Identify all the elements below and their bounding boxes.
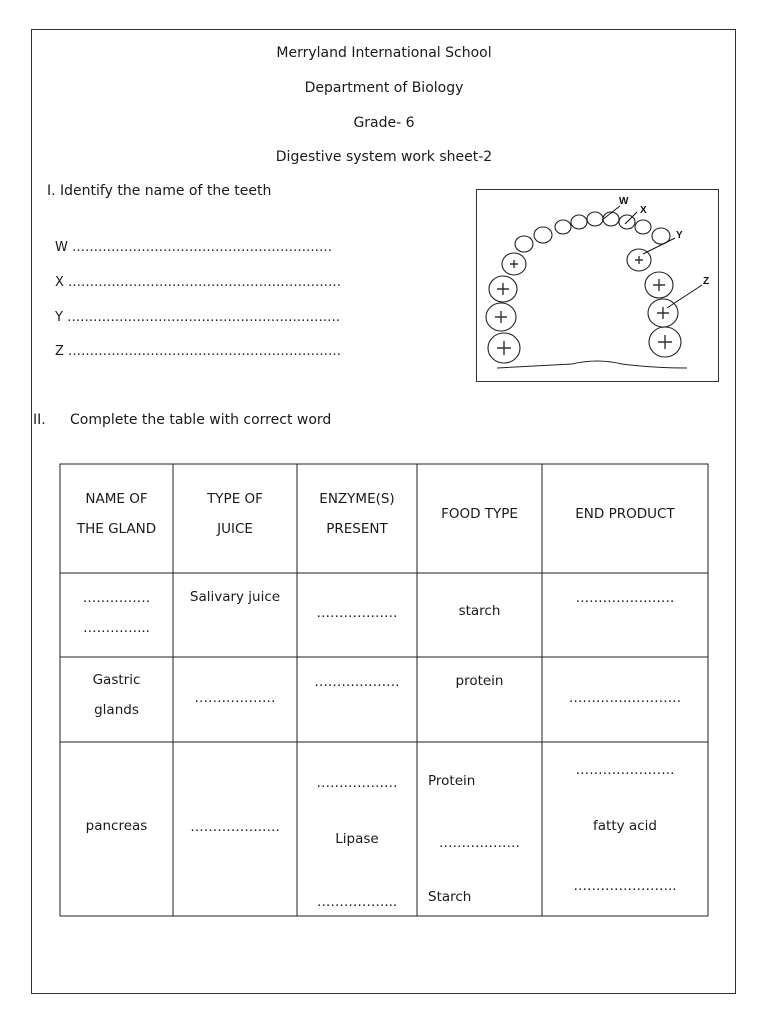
row1-gland-blank-2[interactable]: …………...: [83, 620, 150, 636]
section2-numeral: II.: [33, 412, 46, 428]
worksheet-title: Digestive system work sheet-2: [275, 149, 493, 165]
row2-food: protein: [455, 673, 504, 689]
section1-title: I. Identify the name of the teeth: [47, 183, 272, 199]
row3-enzyme-blank-2[interactable]: ……………...: [316, 894, 398, 910]
row1-food: starch: [458, 603, 501, 619]
label-w: W: [619, 196, 629, 207]
header-enzyme-1: ENZYME(S): [319, 491, 395, 507]
row3-product-blank-1[interactable]: ………………….: [575, 762, 675, 778]
grade-label: Grade- 6: [353, 115, 415, 131]
header-food-type: FOOD TYPE: [441, 506, 518, 522]
blank-z[interactable]: Z ………………………………………………………: [55, 344, 342, 359]
row3-food-protein: Protein: [428, 773, 476, 789]
row3-food-blank[interactable]: ………………: [439, 835, 520, 851]
header-end-product: END PRODUCT: [575, 506, 675, 522]
header-gland-1: NAME OF: [85, 491, 148, 507]
row1-juice: Salivary juice: [189, 589, 281, 605]
teeth-diagram: [476, 189, 719, 382]
row3-juice-blank[interactable]: …………….….: [190, 819, 280, 835]
label-y: Y: [676, 230, 683, 241]
row1-enzyme-blank[interactable]: ………………: [316, 605, 398, 621]
row2-gland-1: Gastric: [92, 672, 141, 688]
header-juice-1: TYPE OF: [207, 491, 263, 507]
row2-juice-blank[interactable]: ………………: [194, 690, 276, 706]
upper-jaw-drawing: [477, 190, 718, 381]
section2-title: Complete the table with correct word: [70, 412, 332, 428]
row3-product-fatty-acid: fatty acid: [593, 818, 657, 834]
row2-enzyme-blank[interactable]: ……….………: [314, 674, 400, 690]
row1-product-blank[interactable]: …………….……: [575, 590, 675, 606]
school-name: Merryland International School: [276, 45, 492, 61]
row1-gland-blank-1[interactable]: ……………: [82, 590, 151, 606]
row3-enzyme-lipase: Lipase: [335, 831, 379, 847]
label-x: X: [640, 205, 647, 216]
row3-enzyme-blank-1[interactable]: ………………: [316, 775, 398, 791]
blank-x[interactable]: X ………………………………………………………: [55, 275, 342, 290]
label-z: Z: [703, 276, 710, 287]
row3-gland: pancreas: [85, 818, 148, 834]
header-enzyme-2: PRESENT: [326, 521, 388, 537]
department-name: Department of Biology: [304, 80, 464, 96]
row2-gland-2: glands: [94, 702, 139, 718]
row3-product-blank-2[interactable]: …………………..: [573, 878, 677, 894]
header-juice-2: JUICE: [217, 521, 253, 537]
row3-food-starch: Starch: [428, 889, 472, 905]
blank-y[interactable]: Y ………………………………………………………: [55, 310, 341, 325]
blank-w[interactable]: W ……………………………………………………: [55, 240, 332, 255]
header-gland-2: THE GLAND: [76, 521, 157, 537]
row2-product-blank[interactable]: ………….…………: [568, 690, 682, 706]
